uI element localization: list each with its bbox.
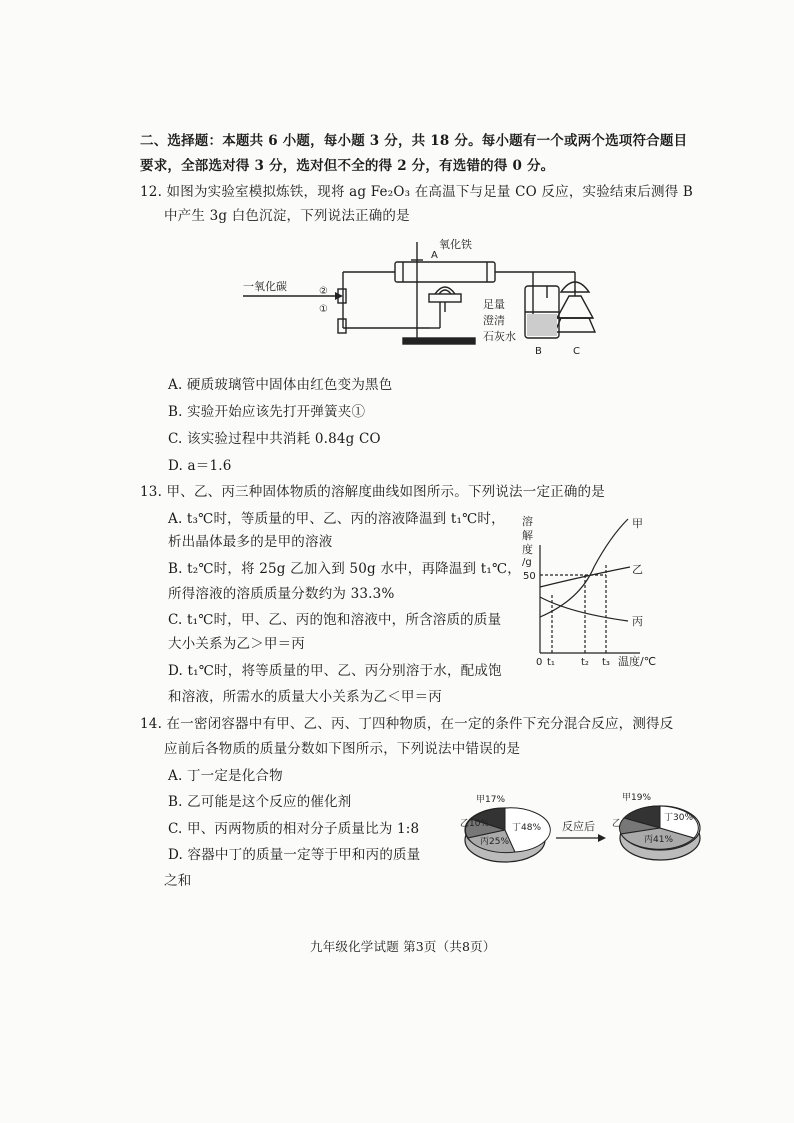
section-header-line2: 要求，全部选对得 3 分，选对但不全的得 2 分，有选错的得 0 分。	[140, 158, 555, 174]
label-iron-oxide: 氧化铁	[439, 238, 472, 251]
series-label-bing: 丙	[632, 615, 643, 628]
q13-option-a-line2: 析出晶体最多的是甲的溶液	[168, 534, 333, 550]
q14-option-d-line2: 之和	[164, 873, 192, 889]
q13-option-a-line1: A. t₃℃时，等质量的甲、乙、丙的溶液降温到 t₁℃时，	[168, 511, 505, 527]
before-ding: 丁48%	[512, 823, 542, 833]
q12-stem-line2: 中产生 3g 白色沉淀，下列说法正确的是	[164, 208, 410, 224]
curve-bing	[540, 597, 628, 621]
section-header-line1: 二、选择题：本题共 6 小题，每小题 3 分，共 18 分。每小题有一个或两个选项符合题目	[140, 133, 688, 149]
x-axis-label: 温度/℃	[618, 655, 657, 668]
page-footer: 九年级化学试题 第3页（共8页）	[310, 939, 496, 954]
q13-option-d-line1: D. t₁℃时，将等质量的甲、乙、丙分别溶于水，配成饱	[168, 663, 502, 679]
label-clip-1: ①	[319, 304, 328, 315]
q12-option-c: C. 该实验过程中共消耗 0.84g CO	[168, 431, 381, 447]
ylabel-3: 度	[522, 543, 533, 556]
q13-option-b-line2: 所得溶液的溶质质量分数约为 33.3%	[168, 586, 395, 602]
ylabel-4: /g	[522, 557, 532, 568]
after-jia: 甲19%	[622, 793, 652, 803]
after-yi: 乙	[612, 819, 622, 829]
q12-apparatus-diagram	[235, 232, 615, 360]
before-jia: 甲17%	[476, 795, 506, 805]
reaction-arrow-head	[598, 834, 606, 842]
pie-before	[465, 808, 550, 862]
curve-jia	[540, 519, 628, 617]
ylabel-2: 解	[522, 529, 533, 542]
label-lime-1: 足量	[483, 298, 505, 311]
after-bing: 丙41%	[644, 835, 674, 845]
q14-option-a: A. 丁一定是化合物	[168, 768, 283, 784]
series-label-jia: 甲	[632, 517, 643, 530]
label-lime-3: 石灰水	[483, 330, 516, 343]
x-origin: 0	[536, 657, 543, 668]
q13-stem: 13. 甲、乙、丙三种固体物质的溶解度曲线如图所示。下列说法一定正确的是	[140, 484, 605, 500]
q13-option-b-line1: B. t₂℃时，将 25g 乙加入到 50g 水中，再降温到 t₁℃，	[168, 561, 521, 577]
label-co: 一氧化碳	[243, 280, 287, 293]
label-c: C	[573, 346, 580, 357]
label-b: B	[535, 346, 542, 357]
x-tick-t3: t₃	[602, 657, 610, 668]
q13-option-c-line1: C. t₁℃时，甲、乙、丙的饱和溶液中，所含溶质的质量	[168, 612, 502, 628]
y-tick-50: 50	[523, 571, 536, 582]
q13-option-c-line2: 大小关系为乙＞甲＝丙	[168, 636, 305, 652]
arrow-label: 反应后	[562, 820, 595, 833]
series-label-yi: 乙	[632, 563, 643, 576]
after-ding: 丁30%	[664, 813, 694, 823]
before-yi: 乙10%	[460, 819, 490, 829]
q14-option-d: D. 容器中丁的质量一定等于甲和丙的质量	[168, 847, 421, 863]
before-bing: 丙25%	[480, 837, 510, 847]
q14-option-b: B. 乙可能是这个反应的催化剂	[168, 794, 352, 810]
label-clip-2: ②	[319, 286, 328, 297]
label-lime-2: 澄清	[483, 314, 505, 327]
solubility-chart	[510, 505, 670, 675]
q12-option-b: B. 实验开始应该先打开弹簧夹①	[168, 404, 366, 420]
x-tick-t1: t₁	[547, 657, 555, 668]
ylabel-1: 溶	[522, 515, 533, 528]
q13-option-d-line2: 和溶液，所需水的质量大小关系为乙＜甲＝丙	[168, 689, 442, 705]
q12-stem-line1: 12. 如图为实验室模拟炼铁，现将 ag Fe₂O₃ 在高温下与足量 CO 反应，实验结束后测得 B	[140, 184, 694, 200]
q12-option-a: A. 硬质玻璃管中固体由红色变为黑色	[168, 377, 393, 393]
q14-stem-line2: 应前后各物质的质量分数如下图所示，下列说法中错误的是	[164, 741, 521, 757]
q14-option-c: C. 甲、丙两物质的相对分子质量比为 1:8	[168, 821, 420, 837]
x-tick-t2: t₂	[581, 657, 589, 668]
label-a: A	[431, 250, 438, 261]
q14-pie-charts	[460, 786, 710, 876]
q12-option-d: D. a＝1.6	[168, 458, 232, 474]
q14-stem-line1: 14. 在一密闭容器中有甲、乙、丙、丁四种物质，在一定的条件下充分混合反应，测得反	[140, 716, 674, 732]
